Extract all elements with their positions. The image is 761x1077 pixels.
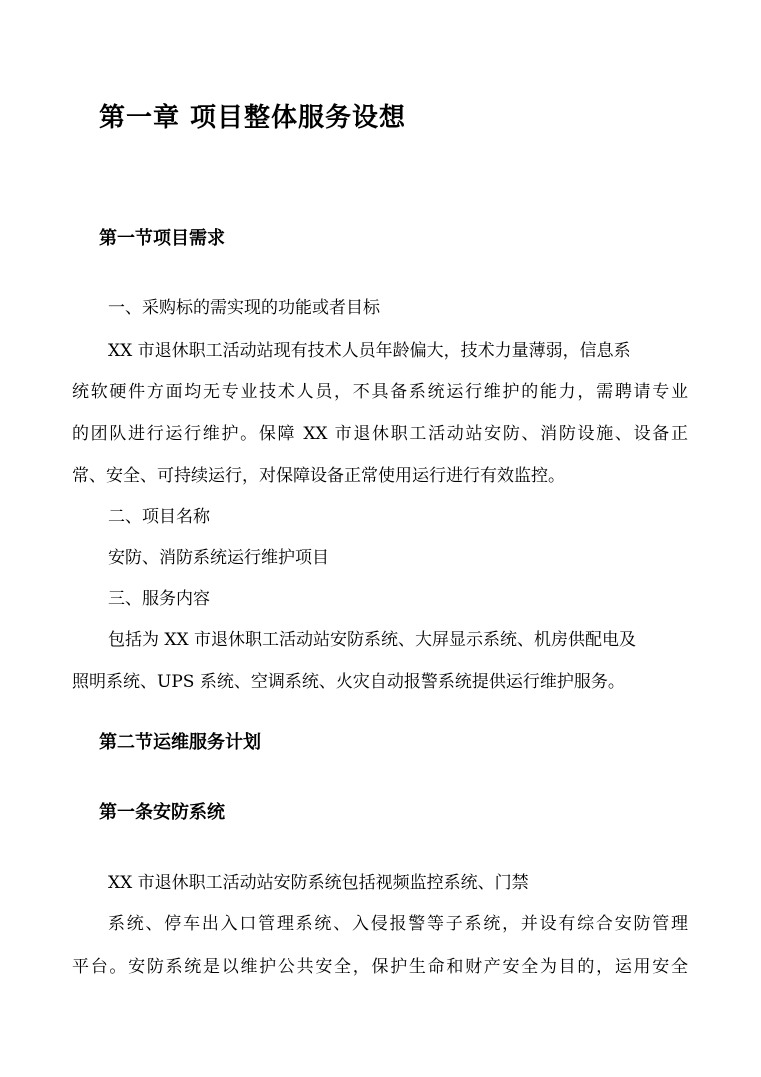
section-title-ops-plan: 第二节运维服务计划 — [99, 732, 261, 753]
item-heading-project-name: 二、项目名称 — [108, 507, 210, 527]
paragraph-line: 包括为 XX 市退休职工活动站安防系统、大屏显示系统、机房供配电及 — [108, 630, 637, 650]
section-title-requirements: 第一节项目需求 — [99, 228, 225, 249]
item-heading-service-content: 三、服务内容 — [108, 589, 210, 609]
paragraph-line: XX 市退休职工活动站现有技术人员年龄偏大，技术力量薄弱，信息系 — [108, 341, 631, 361]
paragraph-line: 常、安全、可持续运行，对保障设备正常使用运行进行有效监控。 — [72, 466, 565, 486]
paragraph-line: XX 市退休职工活动站安防系统包括视频监控系统、门禁 — [108, 873, 529, 893]
paragraph-line: 系统、停车出入口管理系统、入侵报警等子系统，并设有综合安防管理 — [108, 914, 688, 934]
paragraph-line: 的团队进行运行维护。保障 XX 市退休职工活动站安防、消防设施、设备正 — [72, 424, 688, 444]
article-title-security-system: 第一条安防系统 — [99, 802, 225, 823]
item-heading-goals: 一、采购标的需实现的功能或者目标 — [108, 298, 380, 318]
project-name-text: 安防、消防系统运行维护项目 — [108, 548, 329, 568]
paragraph-line: 照明系统、UPS 系统、空调系统、火灾自动报警系统提供运行维护服务。 — [72, 672, 625, 692]
chapter-title: 第一章 项目整体服务设想 — [99, 103, 407, 133]
paragraph-line: 统软硬件方面均无专业技术人员，不具备系统运行维护的能力，需聘请专业 — [72, 382, 688, 402]
paragraph-line: 平台。安防系统是以维护公共安全，保护生命和财产安全为目的，运用安全 — [72, 957, 688, 977]
